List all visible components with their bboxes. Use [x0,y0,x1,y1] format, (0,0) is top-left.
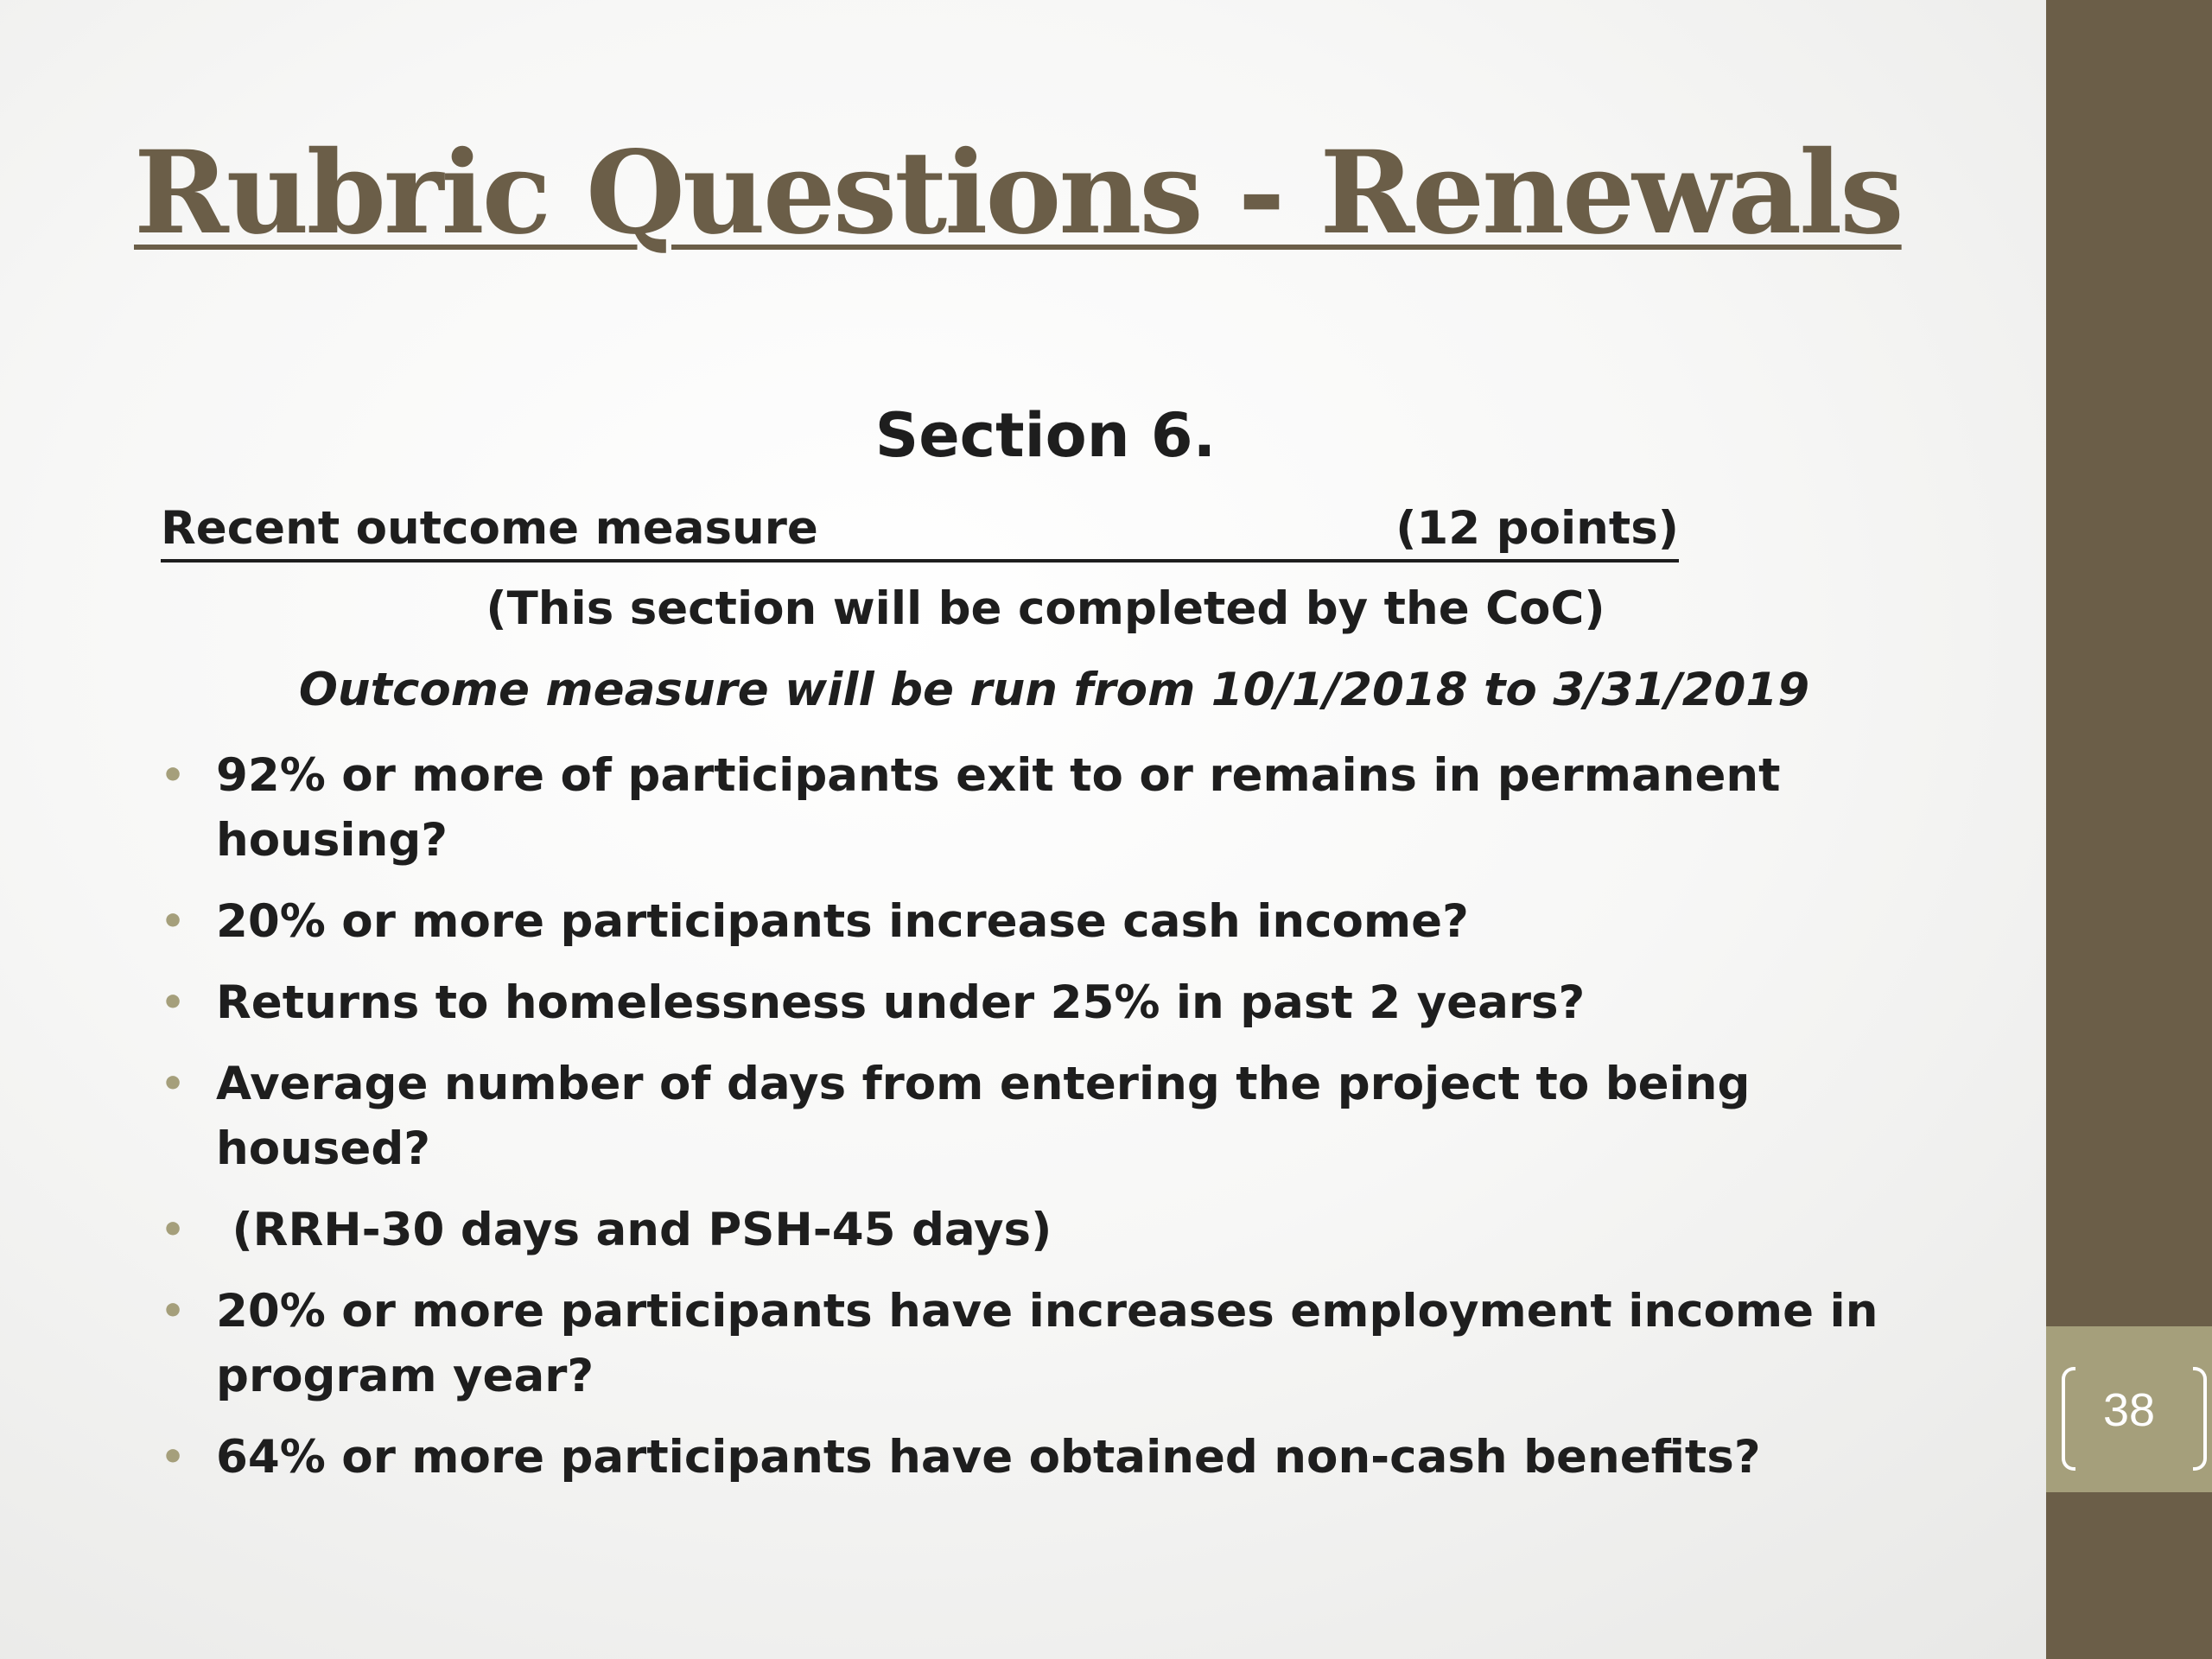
bullet-icon: • [161,981,186,1025]
bullet-icon: • [161,753,186,798]
bullet-icon: • [161,1289,186,1333]
criteria-text: (RRH-30 days and PSH-45 days) [216,1204,1052,1256]
criteria-text: Returns to homelessness under 25% in past 2 years? [216,976,1586,1029]
criteria-text: 20% or more participants have increases employment income in program year? [216,1285,1878,1402]
criteria-item [161,743,1897,873]
bullet-icon: • [161,1062,186,1106]
slide-title: Rubric Questions - Renewals [134,126,1902,260]
page-number: 38 [2102,1384,2156,1436]
right-bracket-icon [2193,1367,2207,1471]
run-range-note: Outcome measure will be run from 10/1/2018 to 3/31/2019 [298,664,1810,716]
criteria-text: Average number of days from entering the project to being housed? [216,1058,1751,1175]
section-heading: Section 6. [874,400,1217,471]
criteria-text: 92% or more of participants exit to or remains in permanent housing? [216,749,1781,867]
criteria-list [161,743,1897,1506]
measure-points: (12 points) [1395,502,1679,555]
criteria-item [161,970,1897,1035]
bullet-icon: • [161,1435,186,1479]
criteria-item [161,1198,1897,1262]
criteria-item [161,1052,1897,1181]
criteria-item [161,1279,1897,1408]
criteria-text: 64% or more participants have obtained non-cash benefits? [216,1431,1761,1484]
measure-line [161,499,1679,563]
criteria-item [161,889,1897,954]
bullet-icon: • [161,1208,186,1252]
criteria-text: 20% or more participants increase cash income? [216,895,1469,948]
criteria-item [161,1425,1897,1490]
page-number-badge [2046,1326,2212,1492]
coc-note: (This section will be completed by the CoC) [486,582,1605,635]
measure-label: Recent outcome measure [161,502,818,555]
bullet-icon: • [161,899,186,944]
